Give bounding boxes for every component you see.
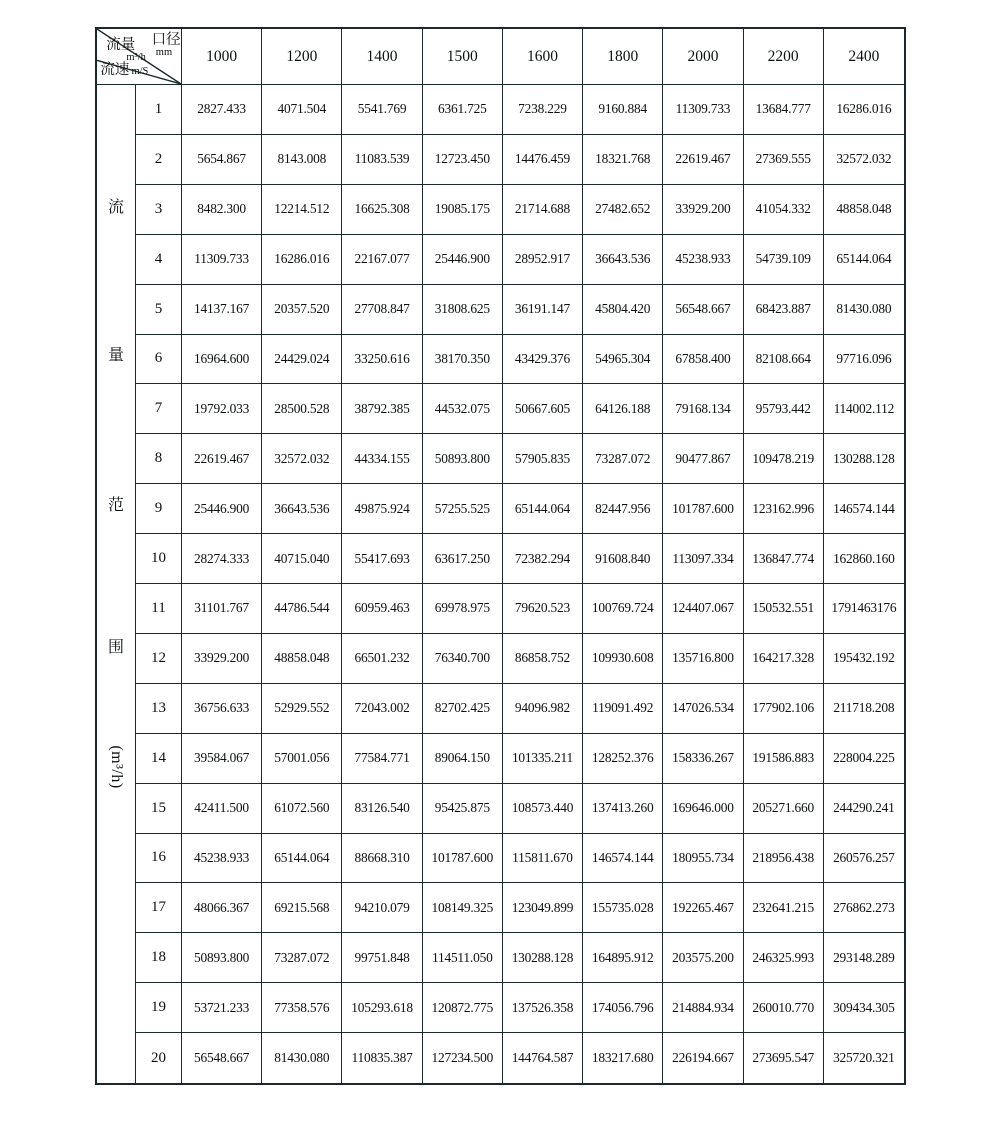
value-cell: 40715.040 [262, 534, 342, 584]
diameter-header: 1200 [262, 29, 342, 85]
value-cell: 19792.033 [182, 384, 262, 434]
value-cell: 113097.334 [663, 534, 743, 584]
value-cell: 150532.551 [744, 584, 824, 634]
value-cell: 1791463176 [824, 584, 904, 634]
value-cell: 44786.544 [262, 584, 342, 634]
value-cell: 27708.847 [342, 285, 422, 335]
diameter-header: 2400 [824, 29, 904, 85]
value-cell: 22619.467 [182, 434, 262, 484]
velocity-cell: 16 [136, 834, 182, 884]
value-cell: 20357.520 [262, 285, 342, 335]
value-cell: 57001.056 [262, 734, 342, 784]
value-cell: 54739.109 [744, 235, 824, 285]
velocity-label: 流速 [100, 62, 130, 79]
diameter-header: 1800 [583, 29, 663, 85]
value-cell: 127234.500 [423, 1033, 503, 1083]
value-cell: 101787.600 [663, 484, 743, 534]
value-cell: 45238.933 [182, 834, 262, 884]
velocity-cell: 11 [136, 584, 182, 634]
diameter-unit-label: mm [155, 46, 173, 58]
value-cell: 246325.993 [744, 933, 824, 983]
velocity-cell: 12 [136, 634, 182, 684]
value-cell: 128252.376 [583, 734, 663, 784]
value-cell: 61072.560 [262, 784, 342, 834]
value-cell: 218956.438 [744, 834, 824, 884]
value-cell: 44334.155 [342, 434, 422, 484]
value-cell: 155735.028 [583, 883, 663, 933]
value-cell: 50893.800 [423, 434, 503, 484]
value-cell: 6361.725 [423, 85, 503, 135]
value-cell: 135716.800 [663, 634, 743, 684]
value-cell: 50667.605 [503, 384, 583, 434]
value-cell: 16286.016 [824, 85, 904, 135]
value-cell: 273695.547 [744, 1033, 824, 1083]
value-cell: 144764.587 [503, 1033, 583, 1083]
value-cell: 7238.229 [503, 85, 583, 135]
value-cell: 39584.067 [182, 734, 262, 784]
value-cell: 124407.067 [663, 584, 743, 634]
velocity-cell: 18 [136, 933, 182, 983]
velocity-cell: 9 [136, 484, 182, 534]
value-cell: 192265.467 [663, 883, 743, 933]
value-cell: 177902.106 [744, 684, 824, 734]
value-cell: 82447.956 [583, 484, 663, 534]
velocity-cell: 19 [136, 983, 182, 1033]
diameter-header: 1000 [182, 29, 262, 85]
axis-char: 围 [107, 638, 125, 656]
value-cell: 21714.688 [503, 185, 583, 235]
value-cell: 195432.192 [824, 634, 904, 684]
velocity-cell: 4 [136, 235, 182, 285]
value-cell: 76340.700 [423, 634, 503, 684]
flow-label: 流量 [106, 36, 136, 53]
value-cell: 211718.208 [824, 684, 904, 734]
value-cell: 89064.150 [423, 734, 503, 784]
value-cell: 54965.304 [583, 335, 663, 385]
value-cell: 25446.900 [182, 484, 262, 534]
value-cell: 162860.160 [824, 534, 904, 584]
value-cell: 79620.523 [503, 584, 583, 634]
value-cell: 38170.350 [423, 335, 503, 385]
value-cell: 228004.225 [824, 734, 904, 784]
value-cell: 72043.002 [342, 684, 422, 734]
value-cell: 108149.325 [423, 883, 503, 933]
velocity-cell: 5 [136, 285, 182, 335]
value-cell: 88668.310 [342, 834, 422, 884]
value-cell: 174056.796 [583, 983, 663, 1033]
velocity-cell: 14 [136, 734, 182, 784]
value-cell: 18321.768 [583, 135, 663, 185]
value-cell: 123049.899 [503, 883, 583, 933]
value-cell: 232641.215 [744, 883, 824, 933]
value-cell: 28500.528 [262, 384, 342, 434]
value-cell: 114002.112 [824, 384, 904, 434]
value-cell: 49875.924 [342, 484, 422, 534]
flow-rate-table [95, 27, 906, 1085]
value-cell: 12723.450 [423, 135, 503, 185]
diameter-header: 2200 [744, 29, 824, 85]
velocity-cell: 3 [136, 185, 182, 235]
value-cell: 48858.048 [262, 634, 342, 684]
value-cell: 50893.800 [182, 933, 262, 983]
value-cell: 108573.440 [503, 784, 583, 834]
value-cell: 8482.300 [182, 185, 262, 235]
value-cell: 25446.900 [423, 235, 503, 285]
value-cell: 44532.075 [423, 384, 503, 434]
value-cell: 5654.867 [182, 135, 262, 185]
value-cell: 325720.321 [833, 1050, 895, 1066]
value-cell: 73287.072 [262, 933, 342, 983]
value-cell: 183217.680 [583, 1033, 663, 1083]
value-cell: 82108.664 [744, 335, 824, 385]
value-cell: 66501.232 [342, 634, 422, 684]
value-cell: 99751.848 [342, 933, 422, 983]
value-cell: 27482.652 [583, 185, 663, 235]
value-cell: 137413.260 [583, 784, 663, 834]
value-cell: 33250.616 [342, 335, 422, 385]
value-cell: 77584.771 [342, 734, 422, 784]
value-cell: 57255.525 [423, 484, 503, 534]
value-cell: 60959.463 [342, 584, 422, 634]
value-cell: 191586.883 [744, 734, 824, 784]
value-cell: 119091.492 [583, 684, 663, 734]
value-cell: 65144.064 [503, 484, 583, 534]
value-cell: 67858.400 [663, 335, 743, 385]
value-cell: 33929.200 [663, 185, 743, 235]
value-cell: 203575.200 [663, 933, 743, 983]
value-cell: 2827.433 [182, 85, 262, 135]
diameter-header: 1600 [503, 29, 583, 85]
velocity-cell: 13 [136, 684, 182, 734]
value-cell: 169646.000 [663, 784, 743, 834]
value-cell: 56548.667 [663, 285, 743, 335]
value-cell: 105293.618 [342, 983, 422, 1033]
velocity-cell: 15 [136, 784, 182, 834]
value-cell: 226194.667 [663, 1033, 743, 1083]
value-cell: 33929.200 [182, 634, 262, 684]
value-cell: 14476.459 [503, 135, 583, 185]
value-cell: 69978.975 [423, 584, 503, 634]
value-cell: 65144.064 [824, 235, 904, 285]
value-cell: 45238.933 [663, 235, 743, 285]
value-cell: 24429.024 [262, 335, 342, 385]
velocity-cell: 20 [136, 1033, 182, 1083]
value-cell: 110835.387 [342, 1033, 422, 1083]
value-cell: 38792.385 [342, 384, 422, 434]
value-cell: 22167.077 [342, 235, 422, 285]
value-cell: 147026.534 [663, 684, 743, 734]
value-cell: 136847.774 [744, 534, 824, 584]
velocity-cell: 2 [136, 135, 182, 185]
value-cell: 63617.250 [423, 534, 503, 584]
axis-unit-label: (m³/h) [108, 744, 125, 789]
value-cell: 123162.996 [744, 484, 824, 534]
value-cell: 11309.733 [182, 235, 262, 285]
value-cell: 91608.840 [583, 534, 663, 584]
value-cell: 4071.504 [262, 85, 342, 135]
value-cell: 22619.467 [663, 135, 743, 185]
value-cell: 81430.080 [262, 1033, 342, 1083]
flow-range-axis [97, 85, 136, 1083]
value-cell: 55417.693 [342, 534, 422, 584]
value-cell: 48858.048 [824, 185, 904, 235]
axis-char: 流 [107, 198, 125, 216]
value-cell: 205271.660 [744, 784, 824, 834]
value-cell: 97716.096 [824, 335, 904, 385]
value-cell: 260576.257 [824, 834, 904, 884]
value-cell: 94096.982 [503, 684, 583, 734]
value-cell: 86858.752 [503, 634, 583, 684]
value-cell: 48066.367 [182, 883, 262, 933]
value-cell: 83126.540 [342, 784, 422, 834]
value-cell: 31101.767 [182, 584, 262, 634]
velocity-cell: 8 [136, 434, 182, 484]
axis-char: 量 [107, 347, 125, 365]
value-cell: 130288.128 [503, 933, 583, 983]
value-cell: 11083.539 [342, 135, 422, 185]
value-cell: 65144.064 [262, 834, 342, 884]
value-cell: 90477.867 [663, 434, 743, 484]
value-cell: 94210.079 [342, 883, 422, 933]
axis-char: 范 [107, 497, 125, 515]
value-cell: 11309.733 [663, 85, 743, 135]
value-cell: 120872.775 [423, 983, 503, 1033]
diameter-header: 1400 [342, 29, 422, 85]
value-cell: 32572.032 [824, 135, 904, 185]
flow-unit-label: m³/h [126, 52, 146, 64]
value-cell: 36756.633 [182, 684, 262, 734]
value-cell: 137526.358 [503, 983, 583, 1033]
value-cell: 72382.294 [503, 534, 583, 584]
value-cell: 43429.376 [503, 335, 583, 385]
value-cell: 31808.625 [423, 285, 503, 335]
diameter-header: 2000 [663, 29, 743, 85]
value-cell: 276862.273 [824, 883, 904, 933]
value-cell: 293148.289 [824, 933, 904, 983]
value-cell: 100769.724 [583, 584, 663, 634]
velocity-unit-label: m/S [131, 65, 149, 77]
value-cell: 79168.134 [663, 384, 743, 434]
value-cell: 115811.670 [503, 834, 583, 884]
value-cell: 19085.175 [423, 185, 503, 235]
value-cell: 180955.734 [663, 834, 743, 884]
value-cell: 28952.917 [503, 235, 583, 285]
value-cell: 16286.016 [262, 235, 342, 285]
value-cell: 109930.608 [583, 634, 663, 684]
value-cell: 146574.144 [824, 484, 904, 534]
value-cell: 95425.875 [423, 784, 503, 834]
value-cell: 36643.536 [262, 484, 342, 534]
velocity-cell: 1 [136, 85, 182, 135]
value-cell: 309434.305 [824, 983, 904, 1033]
value-cell: 158336.267 [663, 734, 743, 784]
value-cell: 5541.769 [342, 85, 422, 135]
value-cell: 82702.425 [423, 684, 503, 734]
value-cell: 146574.144 [583, 834, 663, 884]
value-cell: 28274.333 [182, 534, 262, 584]
value-cell: 101335.211 [503, 734, 583, 784]
value-cell: 27369.555 [744, 135, 824, 185]
velocity-cell: 7 [136, 384, 182, 434]
value-cell: 114511.050 [423, 933, 503, 983]
value-cell: 260010.770 [744, 983, 824, 1033]
value-cell: 8143.008 [262, 135, 342, 185]
value-cell: 32572.032 [262, 434, 342, 484]
value-cell: 109478.219 [744, 434, 824, 484]
value-cell: 16625.308 [342, 185, 422, 235]
value-cell: 164217.328 [744, 634, 824, 684]
value-cell: 16964.600 [182, 335, 262, 385]
diameter-header: 1500 [423, 29, 503, 85]
value-cell: 9160.884 [583, 85, 663, 135]
value-cell: 69215.568 [262, 883, 342, 933]
value-cell: 45804.420 [583, 285, 663, 335]
value-cell: 244290.241 [824, 784, 904, 834]
value-cell: 81430.080 [824, 285, 904, 335]
value-cell: 73287.072 [583, 434, 663, 484]
value-cell: 13684.777 [744, 85, 824, 135]
value-cell: 95793.442 [744, 384, 824, 434]
value-cell: 36643.536 [583, 235, 663, 285]
velocity-cell: 6 [136, 335, 182, 385]
value-cell: 101787.600 [423, 834, 503, 884]
velocity-cell: 10 [136, 534, 182, 584]
value-cell: 53721.233 [182, 983, 262, 1033]
velocity-cell: 17 [136, 883, 182, 933]
value-cell: 42411.500 [182, 784, 262, 834]
value-cell: 12214.512 [262, 185, 342, 235]
value-cell: 64126.188 [583, 384, 663, 434]
value-cell: 14137.167 [182, 285, 262, 335]
value-cell: 214884.934 [663, 983, 743, 1033]
value-cell: 36191.147 [503, 285, 583, 335]
value-cell: 130288.128 [824, 434, 904, 484]
diameter-label: 口径 [151, 31, 181, 48]
value-cell: 77358.576 [262, 983, 342, 1033]
value-cell: 164895.912 [583, 933, 663, 983]
value-cell: 68423.887 [744, 285, 824, 335]
value-cell: 52929.552 [262, 684, 342, 734]
corner-header-cell [97, 29, 182, 85]
value-cell: 56548.667 [182, 1033, 262, 1083]
value-cell: 57905.835 [503, 434, 583, 484]
value-cell: 41054.332 [744, 185, 824, 235]
